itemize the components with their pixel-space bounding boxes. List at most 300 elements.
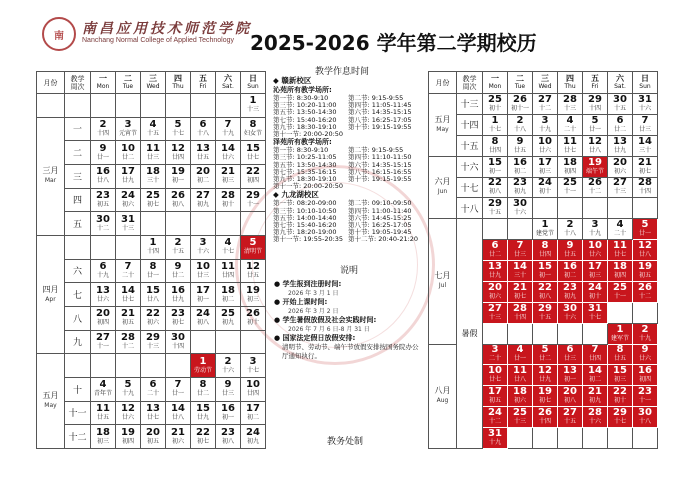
period-time [348,183,423,190]
holiday-day-cell: 12 廿八 [633,240,658,261]
day-cell: 2 十八 [508,114,533,135]
day-cell [583,323,608,344]
week-row [429,135,658,156]
week-row [37,164,266,188]
period-time: 第一节: 8:30-9:10 [273,94,329,102]
day-cell [116,354,141,378]
day-cell [508,323,533,344]
month-header: 月份 [37,72,65,94]
day-cell [583,428,608,449]
holiday-day-cell: 11 廿八 [508,365,533,386]
day-cell: 24 初九 [241,425,266,449]
period-time: 第二节: 9:15-9:55 [348,94,404,102]
day-cell: 19 初三 [241,283,266,307]
day-cell: 12 廿八 [583,135,608,156]
day-cell [166,354,191,378]
week-number: 八 [65,306,91,330]
holiday-day-cell: 28 十六 [583,407,608,428]
holiday-day-cell: 9 廿五 [558,240,583,261]
week-number: 五 [65,212,91,236]
week-header: 教学 周次 [457,72,483,94]
holiday-day-cell: 30 十八 [633,407,658,428]
week-row [429,94,658,115]
period-time: 第五节: 13:50-14:30 [273,160,337,169]
week-row [37,141,266,165]
holiday-day-cell: 4 廿一 [508,344,533,365]
day-cell: 2 十四 [91,117,116,141]
day-cell: 25 十一 [558,177,583,198]
day-cell [191,212,216,236]
note-heading: ● 国家法定假日放假安排: [274,334,356,342]
day-cell: 28 十二 [116,330,141,354]
venue-title: 泽苑所有教学场所: [273,138,332,147]
day-cell: 11 廿三 [141,141,166,165]
holiday-day-cell: 29 十七 [608,407,633,428]
day-cell: 25 初十 [483,94,508,115]
period-time: 第三节: 10:20-11:00 [273,101,337,110]
week-row [37,212,266,236]
holiday-day-cell: 21 初七 [508,281,533,302]
month-label [37,94,65,118]
day-cell [91,354,116,378]
day-cell: 10 廿三 [191,259,216,283]
day-cell: 10 廿六 [533,135,558,156]
day-cell: 18 初四 [558,156,583,177]
day-cell: 10 廿四 [241,377,266,401]
day-cell: 1 十四 [141,235,166,259]
day-cell: 13 廿九 [608,135,633,156]
day-cell: 5 廿一 [583,114,608,135]
period-time [348,131,423,138]
day-cell [216,94,241,118]
day-cell: 17 初一 [191,283,216,307]
day-cell [508,219,533,240]
holiday-day-cell: 24 十二 [483,407,508,428]
day-cell [166,212,191,236]
day-cell: 3 十九 [533,114,558,135]
day-cell [191,94,216,118]
day-cell: 29 十五 [483,198,508,219]
holiday-day-cell: 14 初二 [583,365,608,386]
holiday-day-cell: 6 廿二 [483,240,508,261]
day-cell: 19 初四 [116,425,141,449]
day-cell: 12 廿四 [166,141,191,165]
week-row [37,188,266,212]
holiday-day-cell: 2 十九 [633,323,658,344]
week-row [37,330,266,354]
day-cell [483,219,508,240]
note-value: 2026 年 3 月 1 日 [288,290,339,297]
calendar-table-right [428,71,658,449]
week-number: 十 [65,377,91,401]
week-number [65,354,91,378]
holiday-day-cell: 18 初六 [508,386,533,407]
day-cell: 29 十四 [583,94,608,115]
week-number: 十四 [457,114,483,135]
day-cell: 30 十四 [166,330,191,354]
day-cell: 5 十七 [166,117,191,141]
weekday-header: 一 Mon [483,72,508,94]
holiday-day-cell: 19 初七 [533,386,558,407]
holiday-day-cell: 13 初一 [558,365,583,386]
week-row [37,306,266,330]
holiday-day-cell: 7 廿三 [508,240,533,261]
day-cell: 20 初四 [91,306,116,330]
holiday-day-cell: 13 廿九 [483,261,508,282]
holiday-day-cell: 5 廿二 [533,344,558,365]
day-cell: 4 十五 [141,117,166,141]
holiday-day-cell: 11 廿七 [608,240,633,261]
note-value: 2026 年 3 月 2 日 [288,308,339,315]
month-label: 五月 May [429,94,457,157]
holiday-day-cell: 25 十三 [508,407,533,428]
day-cell: 6 十八 [191,117,216,141]
holiday-day-cell: 24 初十 [583,281,608,302]
day-cell: 8 妇女节 [241,117,266,141]
week-row [37,235,266,259]
period-time: 第十节: 19:15-19:55 [348,175,412,184]
period-time: 第八节: 16:15-16:55 [348,167,412,176]
weekday-header: 三 Wed [141,72,166,94]
holiday-day-cell: 12 廿九 [533,365,558,386]
day-cell: 20 初五 [141,425,166,449]
day-cell: 7 廿一 [166,377,191,401]
holiday-day-cell: 5 清明节 [241,235,266,259]
day-cell [508,428,533,449]
day-cell: 2 十八 [558,219,583,240]
week-number [65,235,91,259]
holiday-day-cell: 25 十一 [608,281,633,302]
day-cell [583,198,608,219]
note-item [274,334,424,361]
day-cell: 13 廿六 [91,283,116,307]
holiday-day-cell: 27 十五 [558,407,583,428]
day-cell: 9 廿三 [216,377,241,401]
holiday-day-cell: 26 十二 [633,281,658,302]
week-row [37,425,266,449]
day-cell: 20 初二 [191,164,216,188]
holiday-day-cell: 10 廿七 [483,365,508,386]
day-cell: 26 初十 [241,306,266,330]
day-cell [216,330,241,354]
period-time: 第三节: 10:10-10:50 [273,206,337,215]
day-cell: 21 初七 [633,156,658,177]
day-cell [608,198,633,219]
week-row [429,198,658,219]
holiday-day-cell: 3 二十 [483,344,508,365]
week-number: 四 [65,188,91,212]
period-time: 第十一节: 20:00-20:50 [273,130,344,139]
day-cell: 7 二十 [116,259,141,283]
week-number: 七 [65,283,91,307]
holiday-day-cell: 6 廿三 [558,344,583,365]
day-cell: 23 初五 [91,188,116,212]
day-cell: 13 廿五 [191,141,216,165]
period-time: 第九节: 18:30-19:10 [273,175,337,184]
day-cell [533,428,558,449]
day-cell: 2 十六 [216,354,241,378]
day-cell: 18 初二 [216,283,241,307]
period-time: 第十节: 19:05-19:45 [348,228,412,237]
day-cell: 9 廿二 [166,259,191,283]
day-cell: 5 十九 [116,377,141,401]
day-cell [241,212,266,236]
holiday-day-cell: 31 十七 [583,302,608,323]
week-number: 十三 [457,94,483,115]
day-cell: 4 青年节 [91,377,116,401]
day-cell: 13 廿七 [141,401,166,425]
weekday-header: 日 Sun [241,72,266,94]
day-cell: 30 十二 [91,212,116,236]
note-heading: ● 开始上课时间: [274,298,328,306]
holiday-day-cell: 15 初一 [533,261,558,282]
summer-vacation-label: 暑假 [457,219,483,449]
period-time: 第一节: 08:20-09:00 [273,199,337,208]
day-cell [91,94,116,118]
day-cell: 8 廿四 [483,135,508,156]
day-cell: 22 初八 [483,177,508,198]
day-cell: 1 十三 [241,94,266,118]
period-time: 第十一节: 19:55-20:35 [273,235,344,244]
week-number: 十七 [457,177,483,198]
day-cell: 22 初七 [191,425,216,449]
day-cell [141,354,166,378]
weekday-header: 二 Tue [116,72,141,94]
holiday-day-cell: 20 初六 [483,281,508,302]
holiday-day-cell: 7 廿四 [583,344,608,365]
day-cell: 21 初三 [216,164,241,188]
weekday-header: 四 Thu [558,72,583,94]
holiday-day-cell: 18 初四 [608,261,633,282]
week-number: 十五 [457,135,483,156]
day-cell: 27 初九 [191,188,216,212]
day-cell: 17 廿九 [116,164,141,188]
day-cell: 16 廿九 [166,283,191,307]
week-row [37,283,266,307]
holiday-day-cell: 16 初四 [633,365,658,386]
day-cell: 15 廿七 [241,141,266,165]
day-cell [533,198,558,219]
week-number: 十二 [65,425,91,449]
holiday-day-cell: 16 初二 [558,261,583,282]
holiday-day-cell: 30 十六 [558,302,583,323]
holiday-day-cell: 19 初五 [633,261,658,282]
note-value: 2026 年 7 月 6 日-8 月 31 日 [288,326,370,333]
footer-issuer: 教务处制 [327,437,364,447]
holiday-day-cell: 9 廿六 [633,344,658,365]
day-cell [533,323,558,344]
week-number: 十一 [65,401,91,425]
holiday-day-cell: 5 廿一 [633,219,658,240]
day-cell: 26 初八 [166,188,191,212]
weekday-header: 五 Fri [583,72,608,94]
day-cell: 14 廿六 [216,141,241,165]
day-cell: 7 十九 [216,117,241,141]
day-cell: 14 廿八 [166,401,191,425]
period-time: 第三节: 10:25-11:05 [273,153,337,162]
day-cell: 27 十二 [533,94,558,115]
campus-name: ◆ 九龙湖校区 [273,190,319,200]
period-time: 第六节: 14:45-15:25 [348,213,412,222]
day-cell: 24 初六 [116,188,141,212]
holiday-day-cell: 17 初三 [583,261,608,282]
day-cell: 14 廿七 [116,283,141,307]
day-cell: 28 初十 [216,188,241,212]
holiday-day-cell: 28 十四 [508,302,533,323]
day-cell: 14 三十 [633,135,658,156]
day-cell: 23 初七 [166,306,191,330]
day-cell: 3 十九 [583,219,608,240]
day-cell: 25 初九 [216,306,241,330]
school-name-en: Nanchang Normal College of Applied Technology [82,37,235,44]
day-cell: 21 初六 [166,425,191,449]
day-cell: 1 十七 [483,114,508,135]
week-row [429,114,658,135]
week-number: 十八 [457,198,483,219]
day-cell: 29 十一 [241,188,266,212]
holiday-day-cell: 23 十一 [633,386,658,407]
day-cell: 28 十三 [558,94,583,115]
week-row [37,117,266,141]
holiday-day-cell: 22 初十 [608,386,633,407]
weekday-header: 日 Sun [633,72,658,94]
period-time: 第二节: 9:15-9:55 [348,146,404,155]
day-cell: 6 廿二 [608,114,633,135]
note-paragraph: 清明节、劳动节、端午节放假安排按国务院办公厅通知执行。 [282,343,419,360]
note-heading: ● 学生报到注册时间: [274,280,342,288]
school-logo: 南 [42,17,76,51]
holiday-day-cell: 1 建军节 [608,323,633,344]
day-cell: 17 初三 [533,156,558,177]
day-cell: 10 廿二 [116,141,141,165]
day-cell [116,94,141,118]
day-cell [608,302,633,323]
week-number: 二 [65,141,91,165]
day-cell: 17 初二 [241,401,266,425]
week-header: 教学 周次 [65,72,91,94]
day-cell: 23 初八 [216,425,241,449]
holiday-day-cell: 19 端午节 [583,156,608,177]
day-cell [216,212,241,236]
day-cell: 31 十六 [633,94,658,115]
week-row [37,259,266,283]
holiday-day-cell: 17 初五 [483,386,508,407]
day-cell [558,323,583,344]
weekday-header: 五 Fri [191,72,216,94]
period-time: 第五节: 13:50-14:30 [273,108,337,117]
day-cell: 21 初五 [116,306,141,330]
month-label: 七月 Jul [429,219,457,344]
period-row [273,236,423,243]
day-cell: 7 廿三 [633,114,658,135]
period-time: 第四节: 11:00-11:40 [348,206,412,215]
holiday-day-cell: 23 初九 [558,281,583,302]
day-cell: 11 廿四 [216,259,241,283]
month-label: 三月 Mar [37,117,65,235]
day-cell: 6 十九 [91,259,116,283]
day-cell: 20 初六 [608,156,633,177]
notes [274,280,424,361]
day-cell: 16 初二 [508,156,533,177]
holiday-day-cell: 29 十五 [533,302,558,323]
day-cell: 12 廿六 [116,401,141,425]
day-cell [633,198,658,219]
day-cell: 29 十三 [141,330,166,354]
holiday-day-cell: 15 初三 [608,365,633,386]
weekday-header: 一 Mon [91,72,116,94]
day-cell: 15 初一 [483,156,508,177]
day-cell: 3 十七 [241,354,266,378]
day-cell: 24 初八 [191,306,216,330]
class-schedule [273,76,423,244]
week-row [37,94,266,118]
day-cell: 28 十四 [633,177,658,198]
week-number: 九 [65,330,91,354]
week-number: 六 [65,259,91,283]
week-row [429,219,658,240]
day-cell: 3 十六 [191,235,216,259]
month-header: 月份 [429,72,457,94]
day-cell: 6 二十 [141,377,166,401]
period-time: 第九节: 18:30-19:10 [273,122,337,131]
day-cell: 25 初七 [141,188,166,212]
holiday-day-cell: 27 十三 [483,302,508,323]
day-cell [91,235,116,259]
day-cell: 9 廿一 [91,141,116,165]
period-time: 第六节: 14:35-15:15 [348,160,412,169]
day-cell [633,302,658,323]
day-cell: 27 十一 [91,330,116,354]
period-time: 第七节: 15:35-16:15 [273,167,337,176]
holiday-day-cell: 8 廿五 [608,344,633,365]
week-number: 一 [65,117,91,141]
day-cell: 18 初三 [91,425,116,449]
day-cell: 15 廿九 [191,401,216,425]
week-row [429,177,658,198]
day-cell: 26 十二 [583,177,608,198]
day-cell: 18 三十 [141,164,166,188]
holiday-day-cell: 22 初八 [533,281,558,302]
period-time: 第十二节: 20:40-21:20 [348,235,419,244]
day-cell [483,323,508,344]
day-cell [141,212,166,236]
day-cell: 8 廿一 [141,259,166,283]
day-cell [558,428,583,449]
day-cell [558,198,583,219]
day-cell: 26 初十一 [508,94,533,115]
period-time: 第八节: 16:25-17:05 [348,221,412,230]
day-cell: 1 建党节 [533,219,558,240]
calendar-table-left [36,71,266,449]
weekday-header: 三 Wed [533,72,558,94]
holiday-day-cell: 21 初九 [583,386,608,407]
day-cell: 23 初九 [508,177,533,198]
week-row [37,354,266,378]
holiday-day-cell: 31 十九 [483,428,508,449]
period-time: 第九节: 18:20-19:00 [273,228,337,237]
week-number [65,94,91,118]
week-row [37,401,266,425]
day-cell: 24 初十 [533,177,558,198]
day-cell: 22 初四 [241,164,266,188]
week-number: 十六 [457,156,483,177]
period-time: 第十节: 19:15-19:55 [348,122,412,131]
day-cell: 9 廿五 [508,135,533,156]
weekday-header: 六 Sat. [216,72,241,94]
page-title: 2025-2026 学年第二学期校历 [250,31,537,55]
day-cell [608,428,633,449]
notes-title: 说明 [340,266,359,276]
